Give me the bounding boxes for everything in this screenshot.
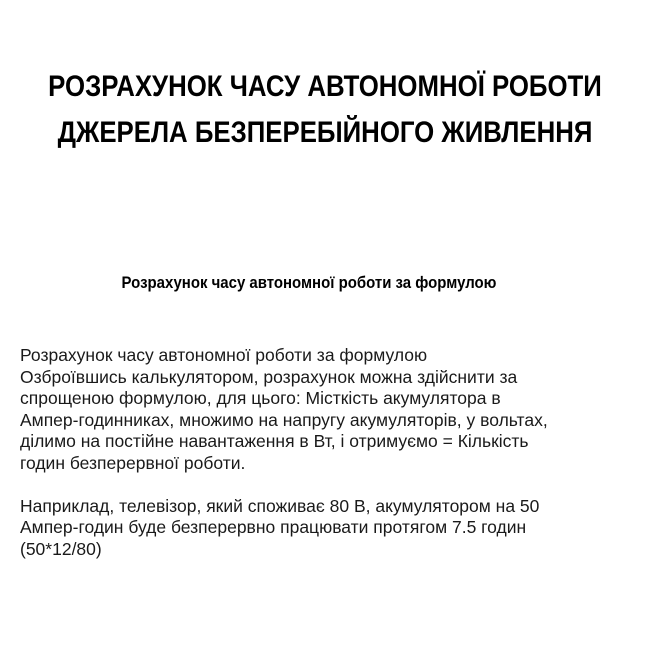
- title-line-2: ДЖЕРЕЛА БЕЗПЕРЕБІЙНОГО ЖИВЛЕННЯ: [57, 116, 593, 149]
- title-line-1: РОЗРАХУНОК ЧАСУ АВТОНОМНОЇ РОБОТИ: [48, 70, 602, 103]
- paragraph-line: Озброївшись калькулятором, розрахунок можна здійснити за: [20, 366, 518, 387]
- paragraph-line: Розрахунок часу автономної роботи за формулою: [20, 345, 428, 365]
- paragraph-line: Наприклад, телевізор, який споживає 80 В, акумулятором на 50: [20, 495, 540, 516]
- paragraph-line: Ампер-годин буде безперервно працювати протягом 7.5 годин: [20, 517, 527, 537]
- paragraph-line: ділимо на постійне навантаження в Вт, і отримуємо = Кількість: [20, 431, 529, 451]
- paragraph-line: спрощеною формулою, для цього: Місткість акумулятора в: [20, 388, 501, 408]
- body-text: [20, 345, 640, 582]
- paragraph-formula: [20, 345, 640, 474]
- paragraph-line: (50*12/80): [20, 538, 102, 559]
- paragraph-line: Ампер-годинниках, множимо на напругу акумуляторів, у вольтах,: [20, 409, 548, 430]
- page-title: [46, 64, 605, 156]
- section-subtitle: Розрахунок часу автономної роботи за формулою: [121, 273, 497, 292]
- paragraph-example: [20, 496, 640, 561]
- paragraph-line: годин безперервної роботи.: [20, 452, 246, 473]
